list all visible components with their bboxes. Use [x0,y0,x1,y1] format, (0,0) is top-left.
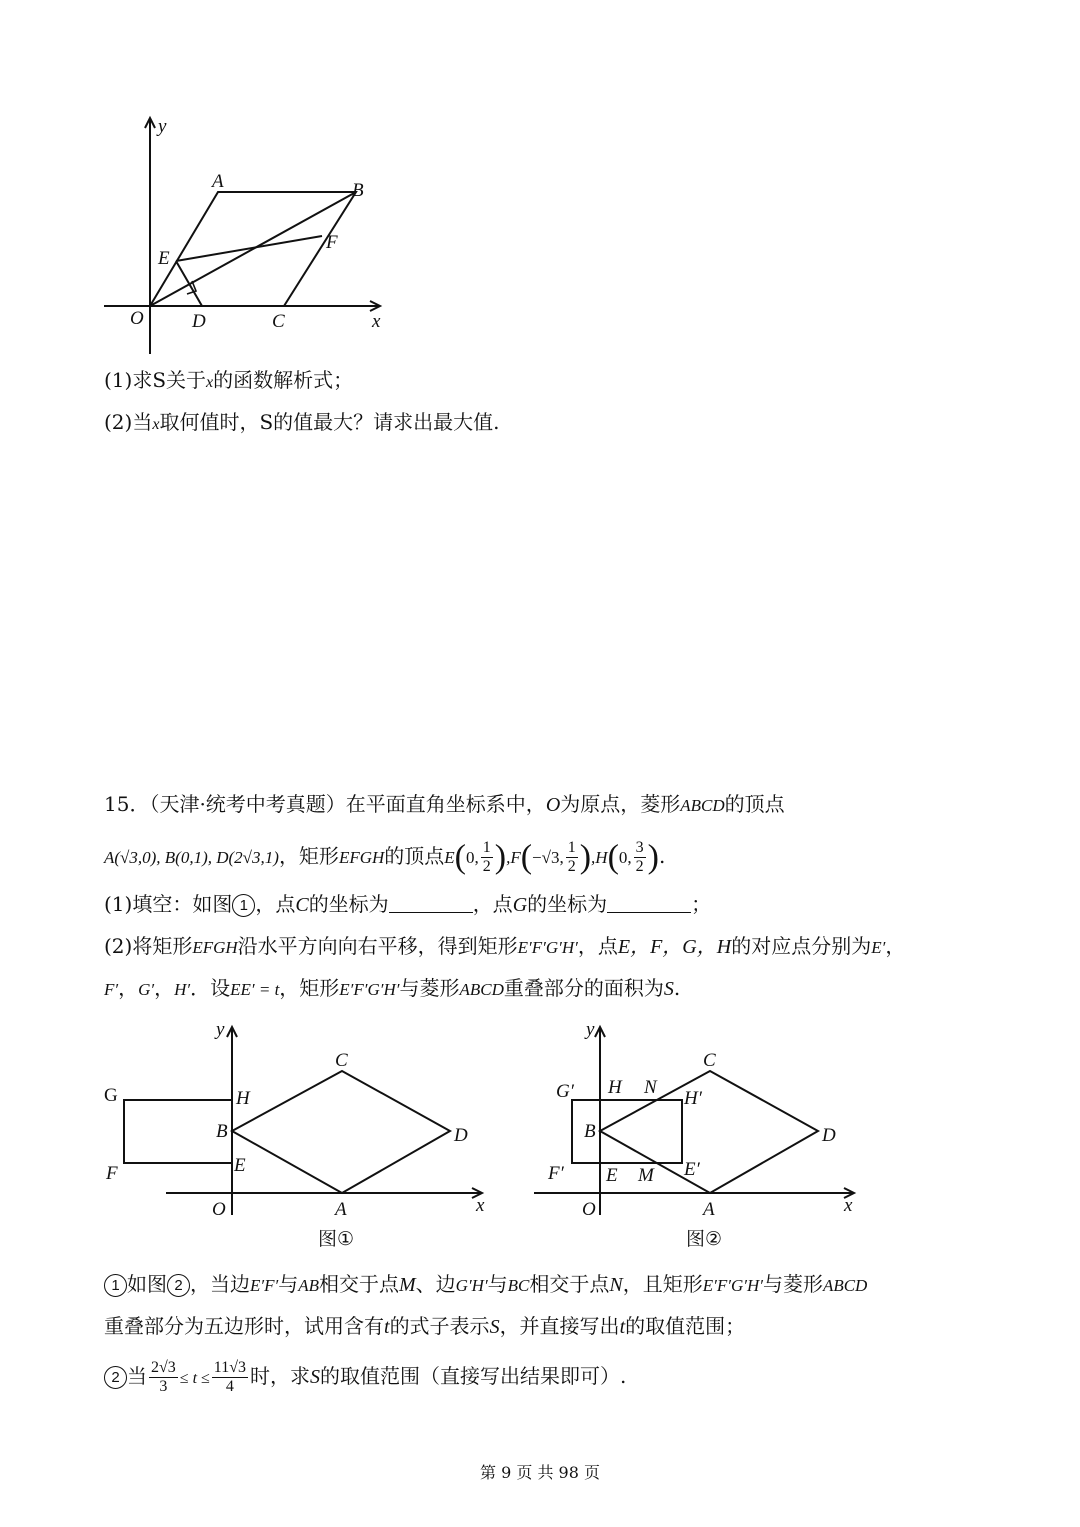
fig2-label-A: A [703,1199,715,1220]
sub2-line: 2 当 $\frac{2√3}{3}$ ≤ t ≤ $\frac{11√3}{4}$ 时，求S的取值范围（直接写出结果即可）. [104,1352,626,1403]
page-footer: 第 9 页 共 98 页 [480,1463,600,1482]
figure-2 [530,1015,870,1255]
circle-sub1: 1 [104,1274,127,1297]
fig0-label-B: B [352,180,364,201]
fig2-label-Hp: H′ [684,1088,702,1109]
fig2-label-M: M [638,1165,654,1186]
fig0-label-F: F [326,232,338,253]
answer-blank-g[interactable] [607,892,691,913]
fig1-label-A: A [335,1199,347,1220]
answer-blank-c[interactable] [389,892,473,913]
frac-lower-bound: $\frac{2√3}{3}$ [151,1359,176,1395]
frac-three-halves: $\frac{3}{2}$ [635,839,644,875]
fig2-label-E: E [606,1165,618,1186]
fig2-label-N: N [644,1077,657,1098]
fig1-label-F: F [106,1163,118,1184]
fig2-label-B: B [584,1121,596,1142]
fig1-label-E: E [234,1155,246,1176]
fig0-label-x: x [372,311,381,332]
fig2-label-D: D [822,1125,836,1146]
q15-line2: A(√3,0), B(0,1), D(2√3,1)，矩形EFGH的顶点E(0, $\frac{1}{2}$ ),F(−√3, $\frac{1}{2}$ ),H(0, $\frac{3}{2}$ ). [104,838,666,876]
fig2-caption: 图② [686,1228,723,1250]
fig0-label-y: y [158,116,167,137]
fig2-label-O: O [582,1199,596,1220]
fig2-label-Ep: E′ [684,1159,700,1180]
q15-line1: 15．（天津·统考中考真题）在平面直角坐标系中，O为原点，菱形ABCD的顶点 [104,792,785,816]
fig2-label-Fp: F′ [548,1163,564,1184]
fig0-label-O: O [130,308,144,329]
fig1-label-B: B [216,1121,228,1142]
frac-upper-bound: $\frac{11√3}{4}$ [213,1359,246,1395]
fig1-label-O: O [212,1199,226,1220]
fig0-label-A: A [212,171,224,192]
fig1-label-H: H [236,1088,250,1109]
fig1-label-x: x [476,1195,485,1216]
fig2-label-x: x [844,1195,853,1216]
fig1-label-y: y [216,1019,225,1040]
fig1-label-C: C [335,1050,348,1071]
frac-half-1: $\frac{1}{2}$ [482,839,491,875]
fig0-label-C: C [272,311,285,332]
figure-1 [100,1015,500,1255]
q14-part2: (2)当x取何值时，S的值最大？请求出最大值. [104,410,500,434]
fig1-label-D: D [454,1125,468,1146]
fig2-label-Gp: G′ [556,1081,574,1102]
q15-part2-line2: F′，G′，H′．设EE′ = t，矩形E′F′G′H′与菱形ABCD重叠部分的面积为S. [104,976,681,1000]
sub1-line2: 重叠部分为五边形时，试用含有t的式子表示S，并直接写出t的取值范围； [104,1314,746,1338]
circle-sub2: 2 [104,1366,127,1389]
frac-half-2: $\frac{1}{2}$ [567,839,576,875]
q15-part2-line1: (2)将矩形EFGH沿水平方向向右平移，得到矩形E′F′G′H′，点E，F，G，H的对应点分别为E′， [104,934,906,958]
q14-part1: (1)求S关于x的函数解析式； [104,368,354,392]
fig2-label-C: C [703,1050,716,1071]
fig1-caption: 图① [318,1228,355,1250]
circle-1: 1 [232,894,255,917]
top-parallelogram-figure [96,110,396,360]
circle-fig2: 2 [167,1274,190,1297]
fig0-label-D: D [192,311,206,332]
fig2-label-y: y [586,1019,595,1040]
fig0-label-E: E [158,248,170,269]
fig1-label-G: G [104,1085,118,1106]
q15-fill-in: (1)填空：如图 1 ，点C的坐标为 ，点G的坐标为 ； [104,892,712,916]
fig2-label-H: H [608,1077,622,1098]
sub1-line1: 1 如图 2 ，当边E′F′与AB相交于点M、边G′H′与BC相交于点N，且矩形E′F′G′H′与菱形ABCD [104,1270,867,1300]
